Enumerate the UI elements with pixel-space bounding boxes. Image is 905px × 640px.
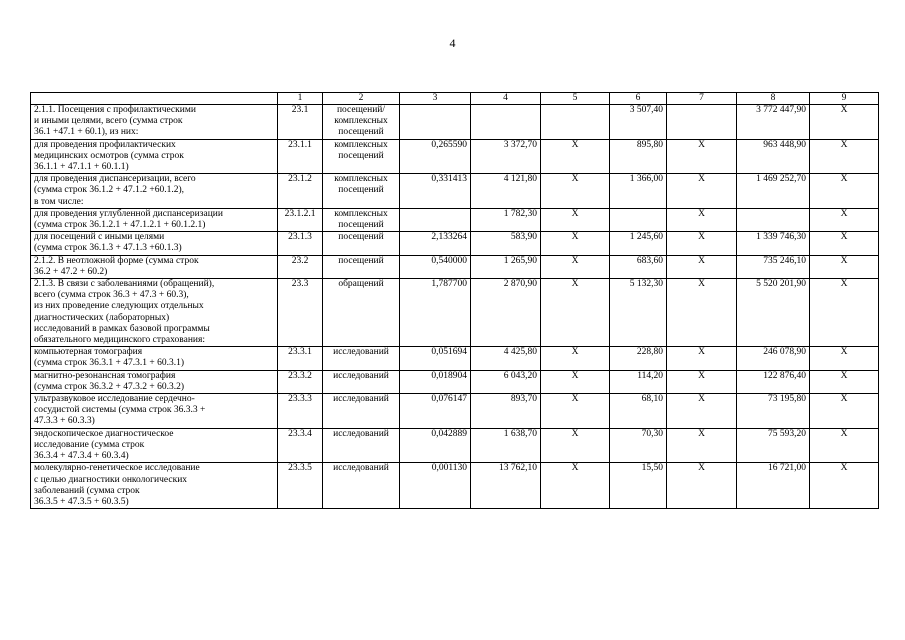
row-name-cell: для проведения профилактических медицинских осмотров (сумма строк 36.1.1 + 47.1.1 + 60.1.1) <box>31 139 278 174</box>
row-unit-cell: посещений/ комплексных посещений <box>323 105 400 140</box>
row-unit-cell: комплексных посещений <box>323 139 400 174</box>
row-value-col9: Х <box>810 428 879 463</box>
row-value-col3: 1,787700 <box>400 279 471 347</box>
row-value-col7: Х <box>667 174 737 209</box>
row-value-col9: Х <box>810 463 879 509</box>
row-value-col5: Х <box>541 208 610 231</box>
row-value-col6: 895,80 <box>610 139 667 174</box>
row-value-col6: 3 507,40 <box>610 105 667 140</box>
row-value-col3: 0,076147 <box>400 394 471 429</box>
row-unit-cell: посещений <box>323 232 400 255</box>
row-value-col6: 70,30 <box>610 428 667 463</box>
row-value-col5: Х <box>541 279 610 347</box>
row-value-col7: Х <box>667 347 737 370</box>
row-value-col3: 0,540000 <box>400 255 471 278</box>
row-value-col7: Х <box>667 232 737 255</box>
row-value-col4: 1 265,90 <box>471 255 541 278</box>
col-header: 7 <box>667 93 737 105</box>
row-unit-cell: исследований <box>323 428 400 463</box>
header-row <box>31 93 879 105</box>
row-value-col5: Х <box>541 370 610 393</box>
row-value-col6: 15,50 <box>610 463 667 509</box>
row-value-col7: Х <box>667 428 737 463</box>
row-value-col8: 73 195,80 <box>737 394 810 429</box>
row-unit-cell: посещений <box>323 255 400 278</box>
row-value-col3: 0,042889 <box>400 428 471 463</box>
row-unit-cell: комплексных посещений <box>323 174 400 209</box>
row-value-col8: 3 772 447,90 <box>737 105 810 140</box>
row-value-col8: 122 876,40 <box>737 370 810 393</box>
row-value-col6: 114,20 <box>610 370 667 393</box>
row-value-col8: 5 520 201,90 <box>737 279 810 347</box>
row-value-col3 <box>400 105 471 140</box>
row-code-cell: 23.1.2 <box>278 174 323 209</box>
col-header: 6 <box>610 93 667 105</box>
row-name-cell: магнитно-резонансная томография (сумма строк 36.3.2 + 47.3.2 + 60.3.2) <box>31 370 278 393</box>
row-value-col9: Х <box>810 139 879 174</box>
row-value-col4: 13 762,10 <box>471 463 541 509</box>
row-value-col9: Х <box>810 174 879 209</box>
row-unit-cell: исследований <box>323 394 400 429</box>
table-row <box>31 105 879 140</box>
row-code-cell: 23.2 <box>278 255 323 278</box>
row-value-col8: 1 339 746,30 <box>737 232 810 255</box>
row-value-col7: Х <box>667 139 737 174</box>
col-header: 2 <box>323 93 400 105</box>
row-name-cell: 2.1.2. В неотложной форме (сумма строк 36.2 + 47.2 + 60.2) <box>31 255 278 278</box>
row-value-col7: Х <box>667 255 737 278</box>
row-value-col4: 4 425,80 <box>471 347 541 370</box>
col-header <box>31 93 278 105</box>
report-table <box>30 92 879 509</box>
row-code-cell: 23.1.2.1 <box>278 208 323 231</box>
row-code-cell: 23.1.3 <box>278 232 323 255</box>
row-unit-cell: исследований <box>323 370 400 393</box>
table-row <box>31 370 879 393</box>
row-value-col9: Х <box>810 394 879 429</box>
col-header: 3 <box>400 93 471 105</box>
row-code-cell: 23.3.4 <box>278 428 323 463</box>
page-number: 4 <box>449 36 456 50</box>
row-value-col9: Х <box>810 255 879 278</box>
table-row <box>31 279 879 347</box>
row-name-cell: компьютерная томография (сумма строк 36.3.1 + 47.3.1 + 60.3.1) <box>31 347 278 370</box>
row-value-col5: Х <box>541 232 610 255</box>
row-value-col8: 1 469 252,70 <box>737 174 810 209</box>
row-value-col8: 16 721,00 <box>737 463 810 509</box>
row-name-cell: для посещений с иными целями (сумма строк 36.1.3 + 47.1.3 +60.1.3) <box>31 232 278 255</box>
row-value-col9: Х <box>810 279 879 347</box>
row-value-col8: 963 448,90 <box>737 139 810 174</box>
row-value-col7: Х <box>667 463 737 509</box>
col-header: 8 <box>737 93 810 105</box>
row-unit-cell: исследований <box>323 347 400 370</box>
row-value-col7: Х <box>667 394 737 429</box>
row-code-cell: 23.3.2 <box>278 370 323 393</box>
row-value-col3: 2,133264 <box>400 232 471 255</box>
row-value-col9: Х <box>810 105 879 140</box>
row-value-col6: 1 366,00 <box>610 174 667 209</box>
row-value-col7: Х <box>667 208 737 231</box>
row-name-cell: ультразвуковое исследование сердечно- сосудистой системы (сумма строк 36.3.3 + 47.3.3 + 60.3.3) <box>31 394 278 429</box>
row-value-col5: Х <box>541 347 610 370</box>
row-value-col4: 893,70 <box>471 394 541 429</box>
row-value-col3: 0,331413 <box>400 174 471 209</box>
table-row <box>31 347 879 370</box>
row-name-cell: для проведения углубленной диспансеризации (сумма строк 36.1.2.1 + 47.1.2.1 + 60.1.2.1) <box>31 208 278 231</box>
row-code-cell: 23.1 <box>278 105 323 140</box>
row-value-col9: Х <box>810 370 879 393</box>
table-row <box>31 208 879 231</box>
row-value-col6: 228,80 <box>610 347 667 370</box>
row-name-cell: молекулярно-генетическое исследование с целью диагностики онкологических заболеваний (сумма строк 36.3.5 + 47.3.5 + 60.3.5) <box>31 463 278 509</box>
row-value-col6: 68,10 <box>610 394 667 429</box>
row-value-col5: Х <box>541 394 610 429</box>
row-name-cell: эндоскопическое диагностическое исследование (сумма строк 36.3.4 + 47.3.4 + 60.3.4) <box>31 428 278 463</box>
col-header: 5 <box>541 93 610 105</box>
row-value-col3: 0,051694 <box>400 347 471 370</box>
col-header: 1 <box>278 93 323 105</box>
row-value-col3: 0,018904 <box>400 370 471 393</box>
row-value-col7: Х <box>667 279 737 347</box>
table-row <box>31 255 879 278</box>
row-value-col9: Х <box>810 208 879 231</box>
table-row <box>31 463 879 509</box>
row-code-cell: 23.3 <box>278 279 323 347</box>
row-value-col4: 1 782,30 <box>471 208 541 231</box>
row-unit-cell: комплексных посещений <box>323 208 400 231</box>
row-value-col4: 3 372,70 <box>471 139 541 174</box>
row-name-cell: 2.1.3. В связи с заболеваниями (обращений), всего (сумма строк 36.3 + 47.3 + 60.3), из них проведение следующих отдельных диагностических (лабораторных) исследований в рамках базовой программы обязательного медицинского страхования: <box>31 279 278 347</box>
row-value-col8 <box>737 208 810 231</box>
row-value-col4: 1 638,70 <box>471 428 541 463</box>
row-value-col5: Х <box>541 139 610 174</box>
row-value-col5: Х <box>541 255 610 278</box>
table-row <box>31 232 879 255</box>
row-value-col5: Х <box>541 174 610 209</box>
row-value-col6: 683,60 <box>610 255 667 278</box>
row-value-col6: 5 132,30 <box>610 279 667 347</box>
table-row <box>31 394 879 429</box>
row-code-cell: 23.3.5 <box>278 463 323 509</box>
row-unit-cell: исследований <box>323 463 400 509</box>
row-name-cell: 2.1.1. Посещения с профилактическими и иными целями, всего (сумма строк 36.1 +47.1 + 60.1), из них: <box>31 105 278 140</box>
row-value-col3: 0,265590 <box>400 139 471 174</box>
row-value-col8: 735 246,10 <box>737 255 810 278</box>
row-value-col5 <box>541 105 610 140</box>
table-row <box>31 174 879 209</box>
row-code-cell: 23.3.1 <box>278 347 323 370</box>
row-value-col6: 1 245,60 <box>610 232 667 255</box>
row-value-col5: Х <box>541 428 610 463</box>
row-value-col4: 6 043,20 <box>471 370 541 393</box>
row-value-col6 <box>610 208 667 231</box>
row-value-col4: 2 870,90 <box>471 279 541 347</box>
row-value-col8: 75 593,20 <box>737 428 810 463</box>
row-value-col7: Х <box>667 370 737 393</box>
row-value-col5: Х <box>541 463 610 509</box>
row-value-col9: Х <box>810 347 879 370</box>
row-value-col9: Х <box>810 232 879 255</box>
row-code-cell: 23.3.3 <box>278 394 323 429</box>
row-value-col3 <box>400 208 471 231</box>
table-row <box>31 428 879 463</box>
row-name-cell: для проведения диспансеризации, всего (сумма строк 36.1.2 + 47.1.2 +60.1.2), в том числе: <box>31 174 278 209</box>
row-value-col4: 4 121,80 <box>471 174 541 209</box>
row-value-col4: 583,90 <box>471 232 541 255</box>
table-row <box>31 139 879 174</box>
row-unit-cell: обращений <box>323 279 400 347</box>
col-header: 9 <box>810 93 879 105</box>
col-header: 4 <box>471 93 541 105</box>
row-value-col3: 0,001130 <box>400 463 471 509</box>
row-code-cell: 23.1.1 <box>278 139 323 174</box>
row-value-col4 <box>471 105 541 140</box>
row-value-col8: 246 078,90 <box>737 347 810 370</box>
row-value-col7 <box>667 105 737 140</box>
